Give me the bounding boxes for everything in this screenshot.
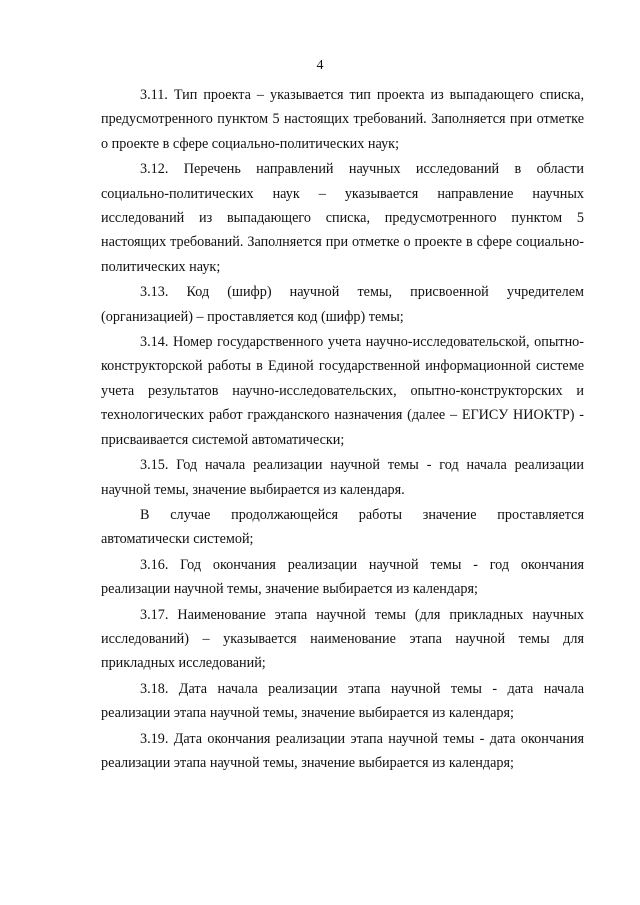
- paragraph-3-15: 3.15. Год начала реализации научной темы - год начала реализации научной темы, значение выбирается из календаря.: [101, 457, 584, 498]
- paragraph-3-14: 3.14. Номер государственного учета научно-исследовательской, опытно-конструкторской работы в Единой государственной информационной системе учета результатов научно-исследовательских, опытно-конструкторских и технологических работ гражданского назначения (далее – ЕГИСУ НИОКТР) - присваивается системой автоматически;: [101, 334, 584, 448]
- paragraph-3-15-continuation: В случае продолжающейся работы значение проставляется автоматически системой;: [101, 506, 584, 548]
- paragraph-3-19: 3.19. Дата окончания реализации этапа научной темы - дата окончания реализации этапа научной темы, значение выбирается из календаря;: [101, 730, 584, 771]
- paragraph-3-18: 3.18. Дата начала реализации этапа научной темы - дата начала реализации этапа научной темы, значение выбирается из календаря;: [101, 680, 584, 722]
- paragraph-3-13: 3.13. Код (шифр) научной темы, присвоенной учредителем (организацией) – проставляется код (шифр) темы;: [101, 284, 584, 325]
- paragraph-3-12: 3.12. Перечень направлений научных исследований в области социально-политических наук – указывается направление научных исследований из выпадающего списка, предусмотренного пунктом 5 настоящих требований. Заполняется при отметке о проекте в сфере социально-политических наук;: [101, 161, 584, 275]
- document-body: [101, 83, 584, 776]
- paragraph-3-17: 3.17. Наименование этапа научной темы (для прикладных научных исследований) – указывается наименование этапа научной темы для прикладных исследований;: [101, 606, 584, 672]
- paragraph-3-11: 3.11. Тип проекта – указывается тип проекта из выпадающего списка, предусмотренного пунктом 5 настоящих требований. Заполняется при отметке о проекте в сфере социально-политических наук;: [101, 87, 584, 152]
- page-number: 4: [316, 58, 324, 73]
- paragraph-3-16: 3.16. Год окончания реализации научной темы - год окончания реализации научной темы, значение выбирается из календаря;: [101, 556, 584, 598]
